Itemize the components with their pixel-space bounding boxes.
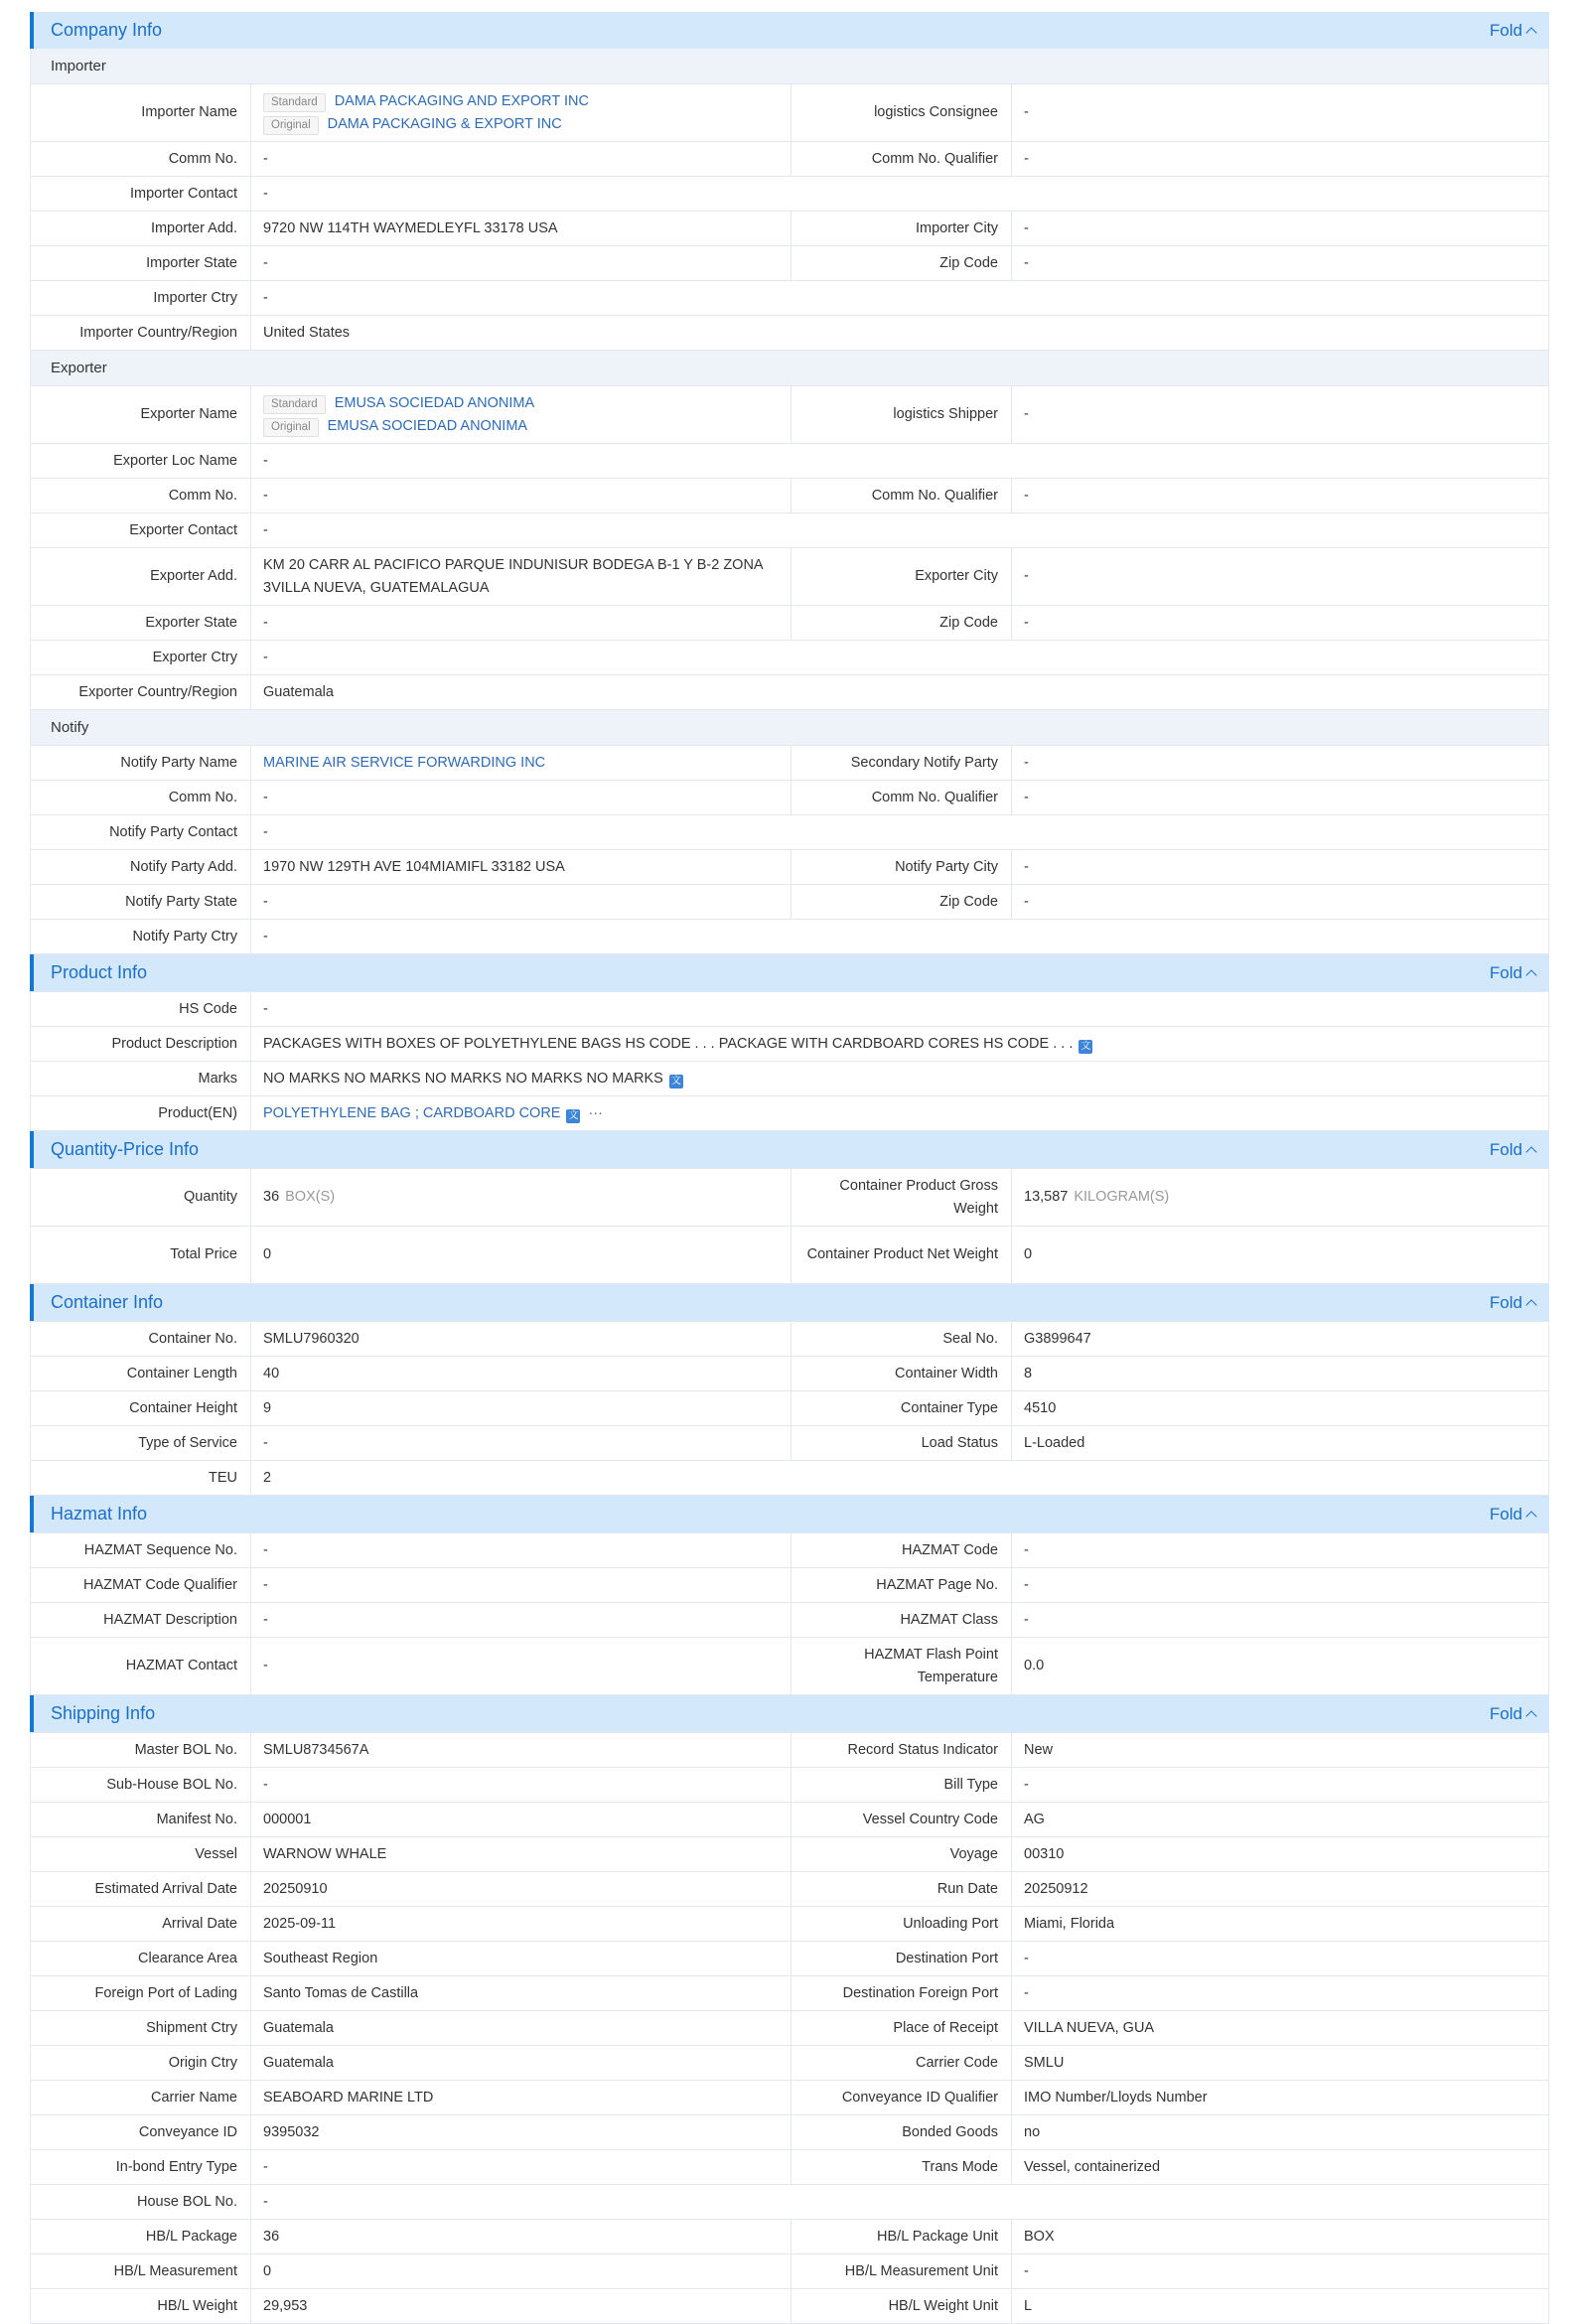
field-label: Foreign Port of Lading [31, 1976, 251, 2011]
exporter-table [30, 385, 1549, 710]
field-label: Bill Type [792, 1768, 1012, 1803]
field-value: 00310 [1012, 1837, 1549, 1872]
hazmat-table [30, 1532, 1549, 1695]
field-label: Vessel Country Code [792, 1803, 1012, 1837]
product-table [30, 991, 1549, 1131]
gross-weight-value: 13,587 [1024, 1189, 1069, 1205]
field-label: Place of Receipt [792, 2011, 1012, 2046]
field-label: Container Height [31, 1391, 251, 1426]
field-label: Importer Name [31, 84, 251, 142]
field-label: Clearance Area [31, 1942, 251, 1976]
field-label: Notify Party Add. [31, 850, 251, 885]
field-value: 2025-09-11 [251, 1907, 792, 1942]
field-value: SEABOARD MARINE LTD [251, 2081, 792, 2115]
total-price-value: 0 [251, 1227, 792, 1284]
shipping-row [31, 2081, 1549, 2115]
field-label: Importer Add. [31, 212, 251, 246]
field-label: HAZMAT Class [792, 1603, 1012, 1638]
field-label: Product(EN) [31, 1096, 251, 1131]
shipping-row [31, 1803, 1549, 1837]
field-value: - [251, 1768, 792, 1803]
field-value: - [251, 920, 1549, 954]
field-value: - [251, 281, 1549, 316]
field-label: Unloading Port [792, 1907, 1012, 1942]
exporter-country: Guatemala [251, 675, 1549, 710]
field-label: Container Product Net Weight [792, 1227, 1012, 1284]
field-value: Southeast Region [251, 1942, 792, 1976]
field-value: - [1012, 142, 1549, 177]
field-label: Importer Contact [31, 177, 251, 212]
field-label: HAZMAT Description [31, 1603, 251, 1638]
field-label: In-bond Entry Type [31, 2150, 251, 2185]
field-label: Container Type [792, 1391, 1012, 1426]
fold-label: Fold [1489, 962, 1522, 982]
chevron-up-icon [1525, 969, 1536, 980]
product-description: PACKAGES WITH BOXES OF POLYETHYLENE BAGS HS CODE . . . PACKAGE WITH CARDBOARD CORES HS CODE . . . [263, 1035, 1074, 1052]
section-title: Quantity-Price Info [51, 1139, 200, 1159]
exporter-name-original-link[interactable]: EMUSA SOCIEDAD ANONIMA [327, 417, 528, 434]
field-label: Comm No. [31, 781, 251, 815]
field-value: 36 [251, 2220, 792, 2254]
fold-toggle[interactable] [1490, 1505, 1535, 1525]
fold-toggle[interactable] [1490, 21, 1535, 41]
gross-weight-unit: KILOGRAM(S) [1074, 1189, 1170, 1205]
field-value: - [1012, 1533, 1549, 1568]
chevron-up-icon [1525, 1146, 1536, 1157]
field-label: Voyage [792, 1837, 1012, 1872]
field-label: Comm No. [31, 142, 251, 177]
field-label: Comm No. Qualifier [792, 479, 1012, 513]
hazmat-info-section [30, 1496, 1549, 1695]
field-label: Exporter Add. [31, 548, 251, 606]
field-label: Notify Party State [31, 885, 251, 920]
field-value: IMO Number/Lloyds Number [1012, 2081, 1549, 2115]
shipping-row [31, 1837, 1549, 1872]
field-label: Run Date [792, 1872, 1012, 1907]
chevron-up-icon [1525, 1710, 1536, 1721]
quantity-table [30, 1168, 1549, 1284]
field-value: Vessel, containerized [1012, 2150, 1549, 2185]
translate-icon[interactable]: 文 [670, 1075, 681, 1087]
field-value: Santo Tomas de Castilla [251, 1976, 792, 2011]
field-label: Vessel [31, 1837, 251, 1872]
field-value: - [251, 1533, 792, 1568]
field-label: Seal No. [792, 1322, 1012, 1357]
field-label: TEU [31, 1461, 251, 1496]
section-title: Hazmat Info [51, 1504, 148, 1524]
container-info-section [30, 1284, 1549, 1496]
shipping-row [31, 1942, 1549, 1976]
standard-tag: Standard [263, 395, 326, 414]
fold-label: Fold [1489, 1292, 1522, 1312]
field-value: 000001 [251, 1803, 792, 1837]
field-value: - [251, 142, 792, 177]
field-label: logistics Consignee [792, 84, 1012, 142]
field-label: Zip Code [792, 246, 1012, 281]
field-label: Exporter City [792, 548, 1012, 606]
translate-icon[interactable]: 文 [568, 1109, 579, 1121]
field-label: logistics Shipper [792, 386, 1012, 444]
load-status: L-Loaded [1012, 1426, 1549, 1461]
quantity-price-header [30, 1131, 1549, 1168]
field-label: Notify Party Name [31, 746, 251, 781]
field-label: Notify Party Ctry [31, 920, 251, 954]
shipping-row [31, 2289, 1549, 2324]
notify-table [30, 745, 1549, 954]
container-height: 9 [251, 1391, 792, 1426]
importer-table [30, 83, 1549, 351]
container-width: 8 [1012, 1357, 1549, 1391]
importer-name-cell [251, 84, 792, 142]
standard-tag: Standard [263, 93, 326, 112]
company-info-header [30, 12, 1549, 49]
translate-icon[interactable]: 文 [1081, 1040, 1091, 1052]
field-label: Manifest No. [31, 1803, 251, 1837]
field-label: Load Status [792, 1426, 1012, 1461]
flash-point-value: 0.0 [1012, 1638, 1549, 1695]
field-value: 0 [251, 2254, 792, 2289]
field-value: Miami, Florida [1012, 1907, 1549, 1942]
field-label: Exporter Contact [31, 513, 251, 548]
field-value: - [251, 2150, 792, 2185]
field-label: Shipment Ctry [31, 2011, 251, 2046]
field-value: - [251, 479, 792, 513]
field-label: Conveyance ID [31, 2115, 251, 2150]
shipping-row [31, 1907, 1549, 1942]
teu-value: 2 [251, 1461, 1549, 1496]
section-title: Container Info [51, 1292, 164, 1312]
field-value: - [1012, 606, 1549, 641]
field-label: Importer Ctry [31, 281, 251, 316]
field-value: - [251, 992, 1549, 1027]
field-value: - [1012, 548, 1549, 606]
field-label: Comm No. Qualifier [792, 142, 1012, 177]
fold-label: Fold [1489, 20, 1522, 40]
field-value: - [1012, 212, 1549, 246]
field-value: VILLA NUEVA, GUA [1012, 2011, 1549, 2046]
field-value: 9395032 [251, 2115, 792, 2150]
shipping-row [31, 2220, 1549, 2254]
field-label: Arrival Date [31, 1907, 251, 1942]
field-value: - [251, 177, 1549, 212]
field-label: Container Width [792, 1357, 1012, 1391]
field-value: - [251, 246, 792, 281]
field-label: Importer City [792, 212, 1012, 246]
field-value: - [1012, 885, 1549, 920]
product-info-header [30, 954, 1549, 991]
seal-no: G3899647 [1012, 1322, 1549, 1357]
field-label: Exporter Name [31, 386, 251, 444]
exporter-address: KM 20 CARR AL PACIFICO PARQUE INDUNISUR BODEGA B-1 Y B-2 ZONA 3VILLA NUEVA, GUATEMALAGUA [251, 548, 792, 606]
quantity-unit: BOX(S) [285, 1189, 336, 1205]
field-label: Zip Code [792, 606, 1012, 641]
chevron-up-icon [1525, 27, 1536, 38]
quantity-price-section [30, 1131, 1549, 1284]
field-value: - [251, 815, 1549, 850]
fold-toggle[interactable] [1490, 1140, 1535, 1160]
field-value: AG [1012, 1803, 1549, 1837]
field-label: Container Product Gross Weight [792, 1169, 1012, 1227]
original-tag: Original [263, 418, 319, 437]
field-label: Marks [31, 1062, 251, 1096]
field-value: - [1012, 746, 1549, 781]
chevron-up-icon [1525, 1299, 1536, 1310]
field-label: Exporter Ctry [31, 641, 251, 675]
field-label: Zip Code [792, 885, 1012, 920]
fold-label: Fold [1489, 1703, 1522, 1723]
field-value: - [1012, 1768, 1549, 1803]
notify-address: 1970 NW 129TH AVE 104MIAMIFL 33182 USA [251, 850, 792, 885]
field-value: L [1012, 2289, 1549, 2324]
container-length: 40 [251, 1357, 792, 1391]
field-label: HAZMAT Contact [31, 1638, 251, 1695]
shipping-row [31, 2115, 1549, 2150]
quantity-value: 36 [263, 1189, 280, 1205]
field-value: - [251, 641, 1549, 675]
exporter-name-cell [251, 386, 792, 444]
field-value: - [251, 781, 792, 815]
section-title: Product Info [51, 962, 148, 982]
container-info-header [30, 1284, 1549, 1321]
product-en-link[interactable]: POLYETHYLENE BAG ; CARDBOARD CORE [263, 1104, 561, 1121]
field-label: Product Description [31, 1027, 251, 1062]
company-info-section [30, 12, 1549, 954]
field-value: - [1012, 1942, 1549, 1976]
field-label: Notify Party City [792, 850, 1012, 885]
importer-address: 9720 NW 114TH WAYMEDLEYFL 33178 USA [251, 212, 792, 246]
field-value: no [1012, 2115, 1549, 2150]
fold-label: Fold [1489, 1504, 1522, 1524]
field-label: Quantity [31, 1169, 251, 1227]
field-label: Destination Port [792, 1942, 1012, 1976]
shipping-row [31, 2011, 1549, 2046]
field-label: HAZMAT Code Qualifier [31, 1568, 251, 1603]
field-value: - [1012, 1603, 1549, 1638]
field-label: Origin Ctry [31, 2046, 251, 2081]
field-label: HB/L Weight [31, 2289, 251, 2324]
shipping-row [31, 2046, 1549, 2081]
field-label: Notify Party Contact [31, 815, 251, 850]
field-label: HB/L Package [31, 2220, 251, 2254]
container-no: SMLU7960320 [251, 1322, 792, 1357]
chevron-up-icon [1525, 1511, 1536, 1522]
field-value: New [1012, 1733, 1549, 1768]
field-label: HB/L Package Unit [792, 2220, 1012, 2254]
field-value: - [1012, 84, 1549, 142]
field-value: - [1012, 1976, 1549, 2011]
fold-toggle[interactable] [1490, 1704, 1535, 1724]
field-label: Exporter Country/Region [31, 675, 251, 710]
field-label: Conveyance ID Qualifier [792, 2081, 1012, 2115]
shipping-row [31, 1872, 1549, 1907]
field-value: - [251, 885, 792, 920]
shipping-table [30, 1732, 1549, 2324]
field-value: Guatemala [251, 2011, 792, 2046]
field-value: Guatemala [251, 2046, 792, 2081]
marks-value: NO MARKS NO MARKS NO MARKS NO MARKS NO MARKS [263, 1070, 663, 1087]
field-label: HAZMAT Sequence No. [31, 1533, 251, 1568]
field-label: Master BOL No. [31, 1733, 251, 1768]
field-value: BOX [1012, 2220, 1549, 2254]
field-value: - [251, 606, 792, 641]
field-label: Type of Service [31, 1426, 251, 1461]
field-value: - [251, 1638, 792, 1695]
field-label: HAZMAT Page No. [792, 1568, 1012, 1603]
field-value: - [1012, 2254, 1549, 2289]
field-value: - [1012, 479, 1549, 513]
field-label: Bonded Goods [792, 2115, 1012, 2150]
original-tag: Original [263, 116, 319, 135]
importer-subheader: Importer [30, 49, 1549, 83]
field-label: Trans Mode [792, 2150, 1012, 2185]
field-label: HAZMAT Code [792, 1533, 1012, 1568]
field-value: SMLU [1012, 2046, 1549, 2081]
field-label: HB/L Measurement Unit [792, 2254, 1012, 2289]
field-label: Sub-House BOL No. [31, 1768, 251, 1803]
exporter-subheader: Exporter [30, 351, 1549, 385]
importer-name-standard-link[interactable]: DAMA PACKAGING AND EXPORT INC [334, 92, 589, 109]
house-bol-value: - [251, 2185, 1549, 2220]
importer-name-original-link[interactable]: DAMA PACKAGING & EXPORT INC [327, 115, 562, 132]
field-value: - [251, 1568, 792, 1603]
section-title: Company Info [51, 20, 163, 40]
field-label: HB/L Weight Unit [792, 2289, 1012, 2324]
net-weight-value: 0 [1012, 1227, 1549, 1284]
field-label: Carrier Code [792, 2046, 1012, 2081]
field-value: - [1012, 386, 1549, 444]
shipping-info-section [30, 1695, 1549, 2324]
field-value: 29,953 [251, 2289, 792, 2324]
field-value: - [1012, 781, 1549, 815]
hazmat-info-header [30, 1496, 1549, 1532]
more-icon[interactable]: ··· [588, 1104, 603, 1121]
shipping-row [31, 1976, 1549, 2011]
field-value: 20250910 [251, 1872, 792, 1907]
field-value: - [251, 1426, 792, 1461]
field-label: Container No. [31, 1322, 251, 1357]
container-type: 4510 [1012, 1391, 1549, 1426]
shipping-info-header [30, 1695, 1549, 1732]
notify-party-link[interactable]: MARINE AIR SERVICE FORWARDING INC [263, 754, 546, 771]
field-label: Record Status Indicator [792, 1733, 1012, 1768]
field-value: SMLU8734567A [251, 1733, 792, 1768]
field-label: Comm No. [31, 479, 251, 513]
field-label: Importer Country/Region [31, 316, 251, 351]
field-value: 20250912 [1012, 1872, 1549, 1907]
field-label: Exporter State [31, 606, 251, 641]
notify-subheader: Notify [30, 710, 1549, 745]
fold-label: Fold [1489, 1139, 1522, 1159]
field-label: Carrier Name [31, 2081, 251, 2115]
field-value: - [1012, 246, 1549, 281]
field-label: Total Price [31, 1227, 251, 1284]
field-label: HS Code [31, 992, 251, 1027]
field-label: Destination Foreign Port [792, 1976, 1012, 2011]
field-value: - [1012, 1568, 1549, 1603]
shipping-row [31, 1733, 1549, 1768]
fold-toggle[interactable] [1490, 1293, 1535, 1313]
section-title: Shipping Info [51, 1703, 156, 1723]
field-value: - [251, 444, 1549, 479]
shipping-row [31, 2150, 1549, 2185]
field-label: Container Length [31, 1357, 251, 1391]
field-value: - [251, 513, 1549, 548]
field-label: Secondary Notify Party [792, 746, 1012, 781]
field-label: HB/L Measurement [31, 2254, 251, 2289]
field-value: - [251, 1603, 792, 1638]
exporter-name-standard-link[interactable]: EMUSA SOCIEDAD ANONIMA [334, 394, 535, 411]
fold-toggle[interactable] [1490, 963, 1535, 983]
field-label: Estimated Arrival Date [31, 1872, 251, 1907]
product-info-section [30, 954, 1549, 1131]
shipping-row [31, 1768, 1549, 1803]
field-label: Importer State [31, 246, 251, 281]
container-table [30, 1321, 1549, 1496]
field-label: House BOL No. [31, 2185, 251, 2220]
field-label: Comm No. Qualifier [792, 781, 1012, 815]
field-label: HAZMAT Flash Point Temperature [792, 1638, 1012, 1695]
shipping-row [31, 2254, 1549, 2289]
field-label: Exporter Loc Name [31, 444, 251, 479]
field-value: WARNOW WHALE [251, 1837, 792, 1872]
importer-country: United States [251, 316, 1549, 351]
field-value: - [1012, 850, 1549, 885]
